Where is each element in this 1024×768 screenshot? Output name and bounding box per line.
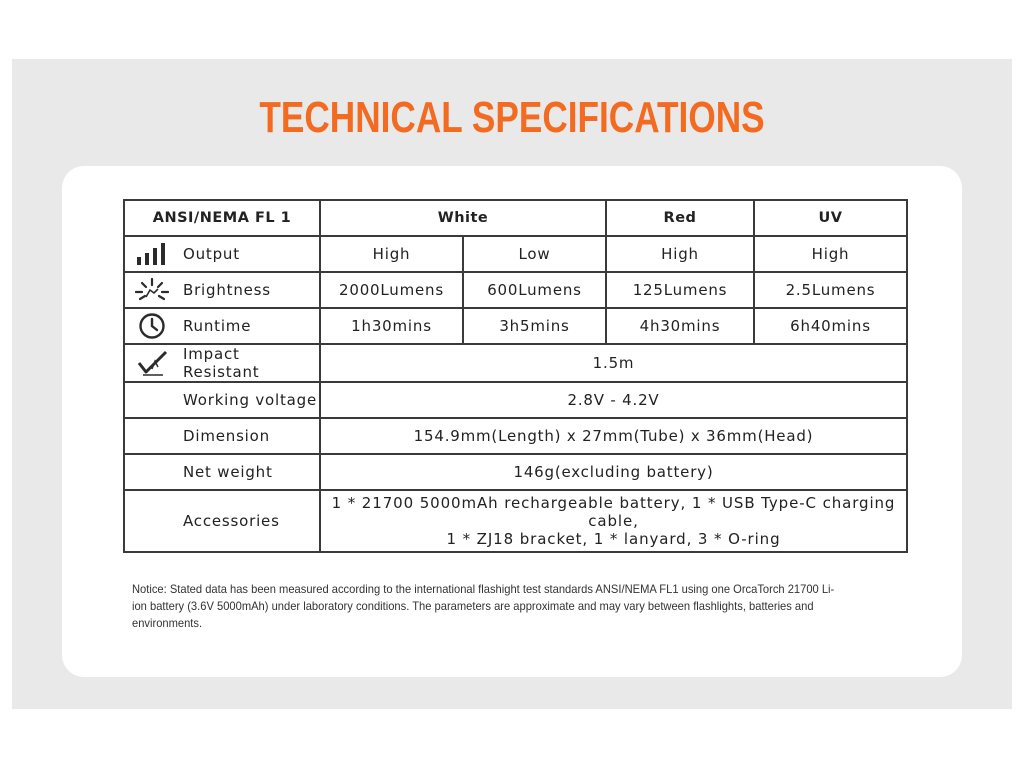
page-title: TECHNICAL SPECIFICATIONS [259,93,765,142]
runtime-label: Runtime [183,317,252,335]
row-label-output [124,236,320,272]
voltage-value: 2.8V - 4.2V [320,382,907,418]
accessories-value [320,490,907,552]
impact-check-icon [129,348,175,378]
header-white: White [320,200,606,236]
table-row-impact [124,344,907,382]
brightness-white-high: 2000Lumens [320,272,463,308]
output-label: Output [183,245,240,263]
runtime-white-high: 1h30mins [320,308,463,344]
accessories-label: Accessories [183,512,280,530]
output-red: High [606,236,754,272]
dimension-label: Dimension [183,427,270,445]
table-row-dimension [124,418,907,454]
output-uv: High [754,236,907,272]
header-standard: ANSI/NEMA FL 1 [124,200,320,236]
clock-icon [129,311,175,341]
weight-value: 146g(excluding battery) [320,454,907,490]
table-row-output [124,236,907,272]
header-uv: UV [754,200,907,236]
row-label-accessories [124,490,320,552]
runtime-uv: 6h40mins [754,308,907,344]
table-row-voltage [124,382,907,418]
brightness-red: 125Lumens [606,272,754,308]
row-label-brightness [124,272,320,308]
row-label-weight [124,454,320,490]
row-label-runtime [124,308,320,344]
output-white-low: Low [463,236,606,272]
accessories-line-2: 1 * ZJ18 bracket, 1 * lanyard, 3 * O-ring [446,530,781,548]
voltage-label: Working voltage [183,391,317,409]
weight-label: Net weight [183,463,273,481]
burst-icon [129,275,175,305]
signal-bars-icon [129,239,175,269]
runtime-red: 4h30mins [606,308,754,344]
row-label-voltage [124,382,320,418]
dimension-value: 154.9mm(Length) x 27mm(Tube) x 36mm(Head) [320,418,907,454]
notice-text: Notice: Stated data has been measured according to the international flashight test standards ANSI/NEMA FL1 using one OrcaTorch 21700 Li-ion battery (3.6V 5000mAh) under laboratory conditions. The parameters are approximate and may vary between flashlights, batteries and environments. [132,582,835,630]
row-label-dimension [124,418,320,454]
table-row-weight [124,454,907,490]
table-row-accessories [124,490,907,552]
runtime-white-low: 3h5mins [463,308,606,344]
brightness-white-low: 600Lumens [463,272,606,308]
accessories-line-1: 1 * 21700 5000mAh rechargeable battery, 1 * USB Type-C charging cable, [331,494,896,530]
spec-table [123,199,908,553]
output-white-high: High [320,236,463,272]
row-label-impact [124,344,320,382]
table-row-runtime [124,308,907,344]
impact-value: 1.5m [320,344,907,382]
header-red: Red [606,200,754,236]
table-row-brightness [124,272,907,308]
brightness-label: Brightness [183,281,271,299]
table-header-row [124,200,907,236]
impact-label: Impact Resistant [183,345,260,381]
brightness-uv: 2.5Lumens [754,272,907,308]
